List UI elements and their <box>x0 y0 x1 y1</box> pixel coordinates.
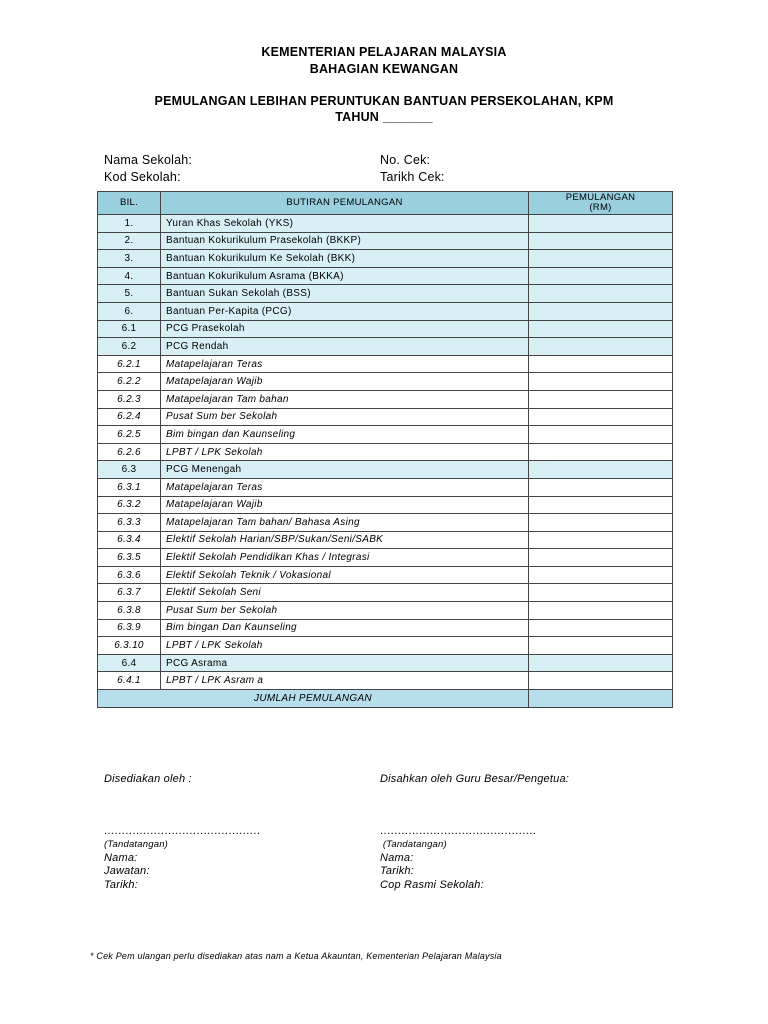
row-bil: 6.4 <box>98 654 161 672</box>
prepared-by-heading: Disediakan oleh : <box>104 773 192 785</box>
row-bil: 6.3.2 <box>98 496 161 514</box>
row-amount-cell[interactable] <box>529 672 673 690</box>
row-bil: 6.3 <box>98 461 161 479</box>
header-bil: BIL. <box>98 192 161 215</box>
row-bil: 6.3.4 <box>98 531 161 549</box>
row-amount-cell[interactable] <box>529 478 673 496</box>
row-bil: 6.2 <box>98 338 161 356</box>
row-bil: 6.2.4 <box>98 408 161 426</box>
total-label: JUMLAH PEMULANGAN <box>98 690 529 708</box>
table-row <box>98 215 673 233</box>
table-row <box>98 478 673 496</box>
row-amount-cell[interactable] <box>529 215 673 233</box>
header-pemulangan-unit: (RM) <box>589 202 612 213</box>
pemulangan-table <box>97 191 673 708</box>
table-row <box>98 373 673 391</box>
row-bil: 6.2.3 <box>98 390 161 408</box>
row-bil: 6.3.9 <box>98 619 161 637</box>
prepared-by-block <box>104 773 260 892</box>
table-row <box>98 672 673 690</box>
prepared-by-signature-line[interactable]: ............................................ <box>104 824 261 837</box>
row-description: LPBT / LPK Sekolah <box>161 637 529 655</box>
tarikh-cek-label: Tarikh Cek: <box>380 170 445 184</box>
ministry-title: KEMENTERIAN PELAJARAN MALAYSIA <box>261 45 507 59</box>
table-row <box>98 619 673 637</box>
row-bil: 6.3.6 <box>98 566 161 584</box>
total-row <box>98 690 673 708</box>
row-description: Bantuan Sukan Sekolah (BSS) <box>161 285 529 303</box>
approved-by-tarikh: Tarikh: <box>380 865 415 877</box>
row-bil: 6.2.1 <box>98 355 161 373</box>
table-row <box>98 338 673 356</box>
prepared-by-nama: Nama: <box>104 851 138 864</box>
row-description: Elektif Sekolah Teknik / Vokasional <box>161 566 529 584</box>
row-bil: 6.3.1 <box>98 478 161 496</box>
row-description: Matapelajaran Wajib <box>161 373 529 391</box>
row-amount-cell[interactable] <box>529 637 673 655</box>
table-row <box>98 461 673 479</box>
form-title: PEMULANGAN LEBIHAN PERUNTUKAN BANTUAN PERSEKOLAHAN, KPM <box>154 94 614 108</box>
row-description: Matapelajaran Wajib <box>161 496 529 514</box>
row-bil: 6.3.3 <box>98 514 161 532</box>
header-pemulangan-label: PEMULANGAN <box>565 192 636 203</box>
prepared-by-jawatan: Jawatan: <box>104 865 150 877</box>
table-row <box>98 320 673 338</box>
row-amount-cell[interactable] <box>529 285 673 303</box>
row-description: Bim bingan Dan Kaunseling <box>161 619 529 637</box>
table-row <box>98 637 673 655</box>
table-row <box>98 531 673 549</box>
row-amount-cell[interactable] <box>529 390 673 408</box>
row-amount-cell[interactable] <box>529 654 673 672</box>
division-title: BAHAGIAN KEWANGAN <box>309 62 459 76</box>
row-amount-cell[interactable] <box>529 619 673 637</box>
year-line: TAHUN _______ <box>335 110 433 124</box>
row-description: Matapelajaran Teras <box>161 478 529 496</box>
table-row <box>98 250 673 268</box>
approved-by-nama: Nama: <box>380 851 414 864</box>
row-amount-cell[interactable] <box>529 514 673 532</box>
row-amount-cell[interactable] <box>529 267 673 285</box>
nama-sekolah-label: Nama Sekolah: <box>104 153 193 167</box>
row-description: Matapelajaran Tam bahan <box>161 390 529 408</box>
table-row <box>98 443 673 461</box>
row-description: Elektif Sekolah Seni <box>161 584 529 602</box>
table-row <box>98 514 673 532</box>
row-description: Pusat Sum ber Sekolah <box>161 408 529 426</box>
table-row <box>98 232 673 250</box>
row-bil: 6.3.10 <box>98 637 161 655</box>
row-amount-cell[interactable] <box>529 549 673 567</box>
row-amount-cell[interactable] <box>529 584 673 602</box>
row-amount-cell[interactable] <box>529 355 673 373</box>
table-row <box>98 390 673 408</box>
row-bil: 6.3.7 <box>98 584 161 602</box>
row-bil: 6.3.5 <box>98 549 161 567</box>
no-cek-label: No. Cek: <box>380 153 431 167</box>
row-amount-cell[interactable] <box>529 443 673 461</box>
row-description: Bantuan Kokurikulum Asrama (BKKA) <box>161 267 529 285</box>
row-bil: 6.2.6 <box>98 443 161 461</box>
row-description: PCG Menengah <box>161 461 529 479</box>
row-amount-cell[interactable] <box>529 338 673 356</box>
row-description: PCG Asrama <box>161 654 529 672</box>
row-amount-cell[interactable] <box>529 408 673 426</box>
total-amount-cell[interactable] <box>529 690 673 708</box>
header-pemulangan <box>529 192 673 215</box>
row-amount-cell[interactable] <box>529 426 673 444</box>
table-row <box>98 302 673 320</box>
row-amount-cell[interactable] <box>529 602 673 620</box>
row-description: PCG Rendah <box>161 338 529 356</box>
table-row <box>98 602 673 620</box>
row-amount-cell[interactable] <box>529 320 673 338</box>
row-amount-cell[interactable] <box>529 461 673 479</box>
prepared-by-tarikh: Tarikh: <box>104 878 139 891</box>
row-bil: 4. <box>98 267 161 285</box>
row-description: Matapelajaran Tam bahan/ Bahasa Asing <box>161 514 529 532</box>
row-bil: 3. <box>98 250 161 268</box>
row-description: Bim bingan dan Kaunseling <box>161 426 529 444</box>
approved-by-sign-label: (Tandatangan) <box>380 839 447 850</box>
row-amount-cell[interactable] <box>529 496 673 514</box>
row-description: Bantuan Per-Kapita (PCG) <box>161 302 529 320</box>
approved-by-heading: Disahkan oleh Guru Besar/Pengetua: <box>380 773 570 785</box>
footnote: * Cek Pem ulangan perlu disediakan atas nam a Ketua Akauntan, Kementerian Pelajaran Malaysia <box>90 951 502 961</box>
row-description: Bantuan Kokurikulum Ke Sekolah (BKK) <box>161 250 529 268</box>
row-amount-cell[interactable] <box>529 373 673 391</box>
row-bil: 5. <box>98 285 161 303</box>
row-bil: 6.2.5 <box>98 426 161 444</box>
row-bil: 6.2.2 <box>98 373 161 391</box>
row-description: Bantuan Kokurikulum Prasekolah (BKKP) <box>161 232 529 250</box>
table-row <box>98 408 673 426</box>
row-amount-cell[interactable] <box>529 232 673 250</box>
row-amount-cell[interactable] <box>529 531 673 549</box>
prepared-by-sign-label: (Tandatangan) <box>104 839 169 850</box>
row-amount-cell[interactable] <box>529 302 673 320</box>
table-row <box>98 584 673 602</box>
approved-by-signature-line[interactable]: ............................................ <box>380 824 537 837</box>
table-row <box>98 496 673 514</box>
row-description: Elektif Sekolah Harian/SBP/Sukan/Seni/SABK <box>161 531 529 549</box>
table-row <box>98 654 673 672</box>
header-butiran: BUTIRAN PEMULANGAN <box>161 192 529 215</box>
approved-by-block <box>380 773 569 892</box>
row-bil: 6. <box>98 302 161 320</box>
table-row <box>98 549 673 567</box>
row-bil: 2. <box>98 232 161 250</box>
row-bil: 6.1 <box>98 320 161 338</box>
row-bil: 6.4.1 <box>98 672 161 690</box>
row-description: Elektif Sekolah Pendidikan Khas / Integrasi <box>161 549 529 567</box>
row-amount-cell[interactable] <box>529 566 673 584</box>
table-header-row <box>98 192 673 215</box>
row-description: Yuran Khas Sekolah (YKS) <box>161 215 529 233</box>
table-row <box>98 355 673 373</box>
kod-sekolah-label: Kod Sekolah: <box>104 170 181 184</box>
approved-by-cop: Cop Rasmi Sekolah: <box>380 878 484 891</box>
row-description: LPBT / LPK Asram a <box>161 672 529 690</box>
table-row <box>98 566 673 584</box>
row-bil: 1. <box>98 215 161 233</box>
row-description: PCG Prasekolah <box>161 320 529 338</box>
row-description: Matapelajaran Teras <box>161 355 529 373</box>
table-row <box>98 426 673 444</box>
row-description: Pusat Sum ber Sekolah <box>161 602 529 620</box>
row-bil: 6.3.8 <box>98 602 161 620</box>
row-description: LPBT / LPK Sekolah <box>161 443 529 461</box>
table-row <box>98 285 673 303</box>
table-row <box>98 267 673 285</box>
row-amount-cell[interactable] <box>529 250 673 268</box>
